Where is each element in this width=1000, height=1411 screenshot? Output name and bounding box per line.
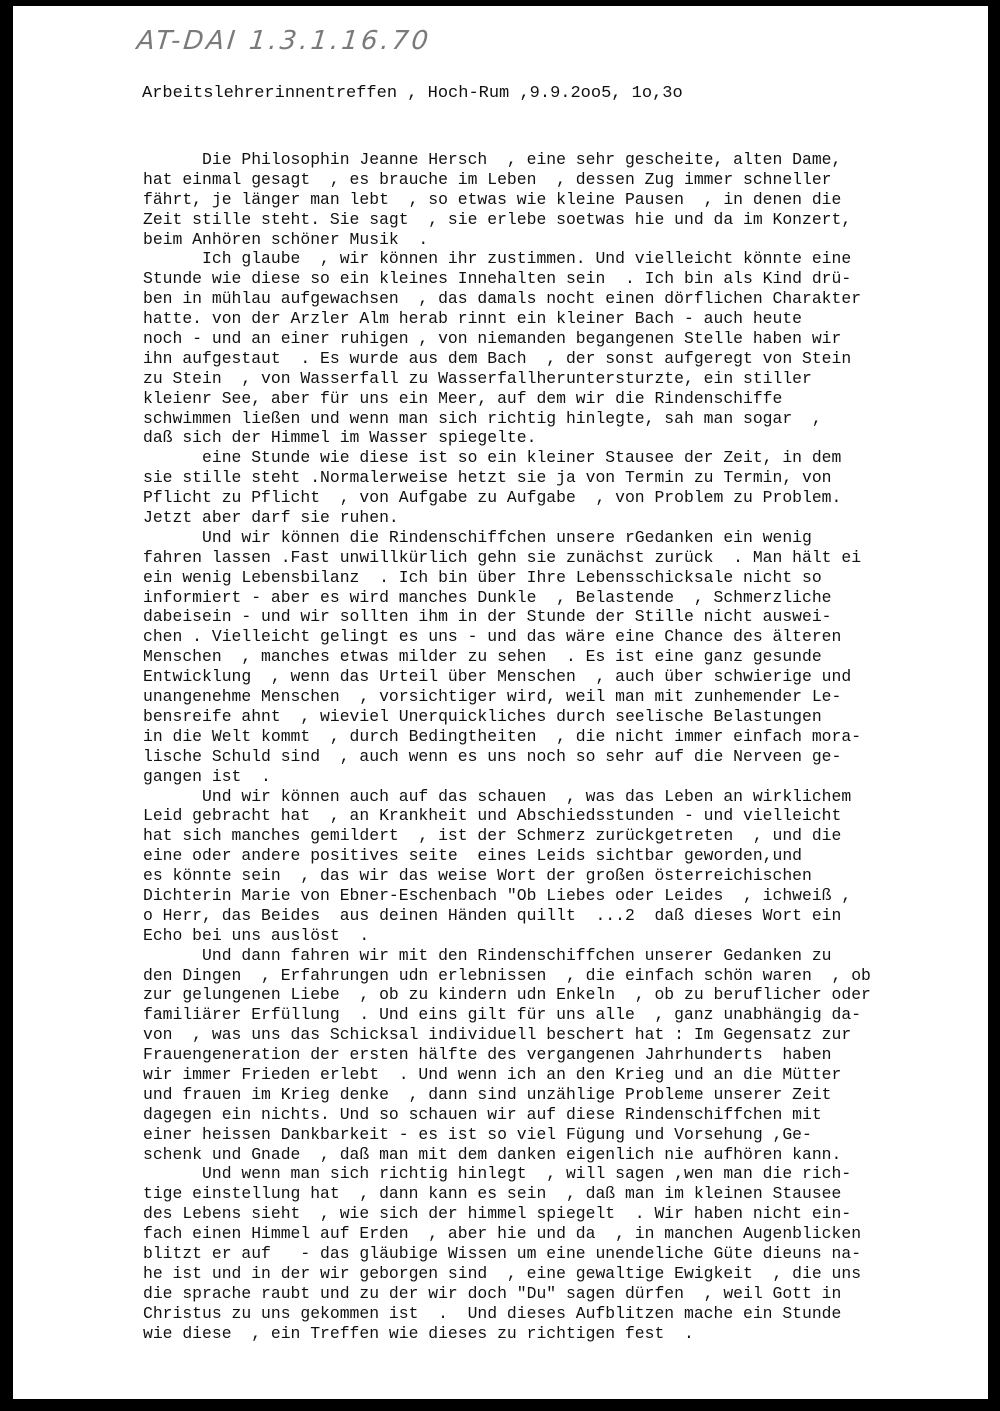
document-header: Arbeitslehrerinnentreffen , Hoch-Rum ,9.9.2oo5, 1o,3o	[142, 84, 683, 103]
text-line: zu Stein , von Wasserfall zu Wasserfallheruntersturzte, ein stiller	[143, 368, 812, 388]
text-line: hatte. von der Arzler Alm herab rinnt ein kleiner Bach - auch heute	[143, 309, 803, 329]
text-line: o Herr, das Beides aus deinen Händen quillt ...2 daß dieses Wort ein	[143, 905, 842, 925]
document-body	[143, 150, 988, 1343]
text-line: zur gelungenen Liebe , ob zu kindern udn Enkeln , ob zu beruflicher oder	[143, 985, 871, 1005]
document-page	[13, 6, 988, 1399]
text-line: beim Anhören schöner Musik .	[143, 229, 429, 249]
text-line: fach einen Himmel auf Erden , aber hie und da , in manchen Augenblicken	[143, 1224, 862, 1244]
text-line: wie diese , ein Treffen wie dieses zu richtigen fest .	[143, 1323, 694, 1343]
text-line: eine oder andere positives seite eines Leids sichtbar geworden,und	[143, 846, 803, 866]
text-line: einer heissen Dankbarkeit - es ist so viel Fügung und Vorsehung ,Ge-	[143, 1124, 812, 1144]
text-line: Und wenn man sich richtig hinlegt , will sagen ,wen man die rich-	[143, 1164, 852, 1184]
text-line: blitzt er auf - das gläubige Wissen um eine unendeliche Güte dieuns na-	[143, 1243, 862, 1263]
text-line: fährt, je länger man lebt , so etwas wie kleine Pausen , in denen die	[143, 189, 842, 209]
text-line: Echo bei uns auslöst .	[143, 925, 370, 945]
text-line: lische Schuld sind , auch wenn es uns noch so sehr auf die Nerveen ge-	[143, 746, 842, 766]
text-line: den Dingen , Erfahrungen udn erlebnissen , die einfach schön waren , ob	[143, 965, 871, 985]
text-line: Leid gebracht hat , an Krankheit und Abschiedsstunden - und vielleicht	[143, 806, 842, 826]
text-line: Christus zu uns gekommen ist . Und dieses Aufblitzen mache ein Stunde	[143, 1303, 842, 1323]
text-line: chen . Vielleicht gelingt es uns - und das wäre eine Chance des älteren	[143, 627, 842, 647]
text-line: noch - und an einer ruhigen , von niemanden begangenen Stelle haben wir	[143, 329, 842, 349]
text-line: ben in mühlau aufgewachsen , das damals nocht einen dörflichen Charakter	[143, 289, 862, 309]
text-line: Frauengeneration der ersten hälfte des vergangenen Jahrhunderts haben	[143, 1045, 832, 1065]
text-line: dagegen ein nichts. Und so schauen wir auf diese Rindenschiffchen mit	[143, 1104, 822, 1124]
text-line: Pflicht zu Pflicht , von Aufgabe zu Aufgabe , von Problem zu Problem.	[143, 488, 842, 508]
text-line: ihn aufgestaut . Es wurde aus dem Bach , der sonst aufgeregt von Stein	[143, 348, 852, 368]
text-line: familiärer Erfüllung . Und eins gilt für uns alle , ganz unabhängig da-	[143, 1005, 862, 1025]
text-line: die sprache raubt und zu der wir doch "Du" sagen dürfen , weil Gott in	[143, 1283, 842, 1303]
text-line: Und dann fahren wir mit den Rindenschiffchen unserer Gedanken zu	[143, 945, 832, 965]
text-line: ein wenig Lebensbilanz . Ich bin über Ihre Lebensschicksale nicht so	[143, 567, 822, 587]
text-line: gangen ist .	[143, 766, 271, 786]
text-line: unangenehme Menschen , vorsichtiger wird, weil man mit zunhemender Le-	[143, 687, 842, 707]
text-line: Stunde wie diese so ein kleines Innehalten sein . Ich bin als Kind drü-	[143, 269, 852, 289]
text-line: Die Philosophin Jeanne Hersch , eine sehr gescheite, alten Dame,	[143, 150, 842, 169]
text-line: Und wir können die Rindenschiffchen unsere rGedanken ein wenig	[143, 527, 812, 547]
text-line: Und wir können auch auf das schauen , was das Leben an wirklichem	[143, 786, 852, 806]
text-line: Zeit stille steht. Sie sagt , sie erlebe soetwas hie und da im Konzert,	[143, 209, 852, 229]
text-line: schwimmen ließen und wenn man sich richtig hinlegte, sah man sogar ,	[143, 408, 822, 428]
text-line: hat sich manches gemildert , ist der Schmerz zurückgetreten , und die	[143, 826, 842, 846]
text-line: sie stille steht .Normalerweise hetzt sie ja von Termin zu Termin, von	[143, 468, 832, 488]
text-line: Menschen , manches etwas milder zu sehen . Es ist eine ganz gesunde	[143, 647, 822, 667]
text-line: schenk und Gnade , daß man mit dem danken eigenlich nie aufhören kann.	[143, 1144, 842, 1164]
text-line: Ich glaube , wir können ihr zustimmen. Und vielleicht könnte eine	[143, 249, 852, 269]
text-line: informiert - aber es wird manches Dunkle , Belastende , Schmerzliche	[143, 587, 832, 607]
text-line: kleienr See, aber für uns ein Meer, auf dem wir die Rindenschiffe	[143, 388, 783, 408]
text-line: he ist und in der wir geborgen sind , eine gewaltige Ewigkeit , die uns	[143, 1263, 862, 1283]
text-line: und frauen im Krieg denke , dann sind unzählige Probleme unserer Zeit	[143, 1084, 832, 1104]
text-line: in die Welt kommt , durch Bedingtheiten , die nicht immer einfach mora-	[143, 726, 862, 746]
text-line: tige einstellung hat , dann kann es sein , daß man im kleinen Stausee	[143, 1184, 842, 1204]
text-line: hat einmal gesagt , es brauche im Leben , dessen Zug immer schneller	[143, 169, 832, 189]
text-line: Dichterin Marie von Ebner-Eschenbach "Ob Liebes oder Leides , ichweiß ,	[143, 885, 852, 905]
archive-signature: AT-DAI 1.3.1.16.70	[135, 26, 433, 56]
text-line: eine Stunde wie diese ist so ein kleiner Stausee der Zeit, in dem	[143, 448, 842, 468]
text-line: wir immer Frieden erlebt . Und wenn ich an den Krieg und an die Mütter	[143, 1064, 842, 1084]
text-line: es könnte sein , das wir das weise Wort der großen österreichischen	[143, 866, 812, 886]
text-line: des Lebens sieht , wie sich der himmel spiegelt . Wir haben nicht ein-	[143, 1204, 852, 1224]
text-line: Jetzt aber darf sie ruhen.	[143, 508, 399, 528]
text-line: dabeisein - und wir sollten ihm in der Stunde der Stille nicht auswei-	[143, 607, 832, 627]
text-line: Entwicklung , wenn das Urteil über Menschen , auch über schwierige und	[143, 667, 852, 687]
text-line: daß sich der Himmel im Wasser spiegelte.	[143, 428, 537, 448]
text-line: bensreife ahnt , wieviel Unerquickliches durch seelische Belastungen	[143, 706, 822, 726]
text-line: von , was uns das Schicksal individuell beschert hat : Im Gegensatz zur	[143, 1025, 852, 1045]
text-line: fahren lassen .Fast unwillkürlich gehn sie zunächst zurück . Man hält ei	[143, 547, 862, 567]
